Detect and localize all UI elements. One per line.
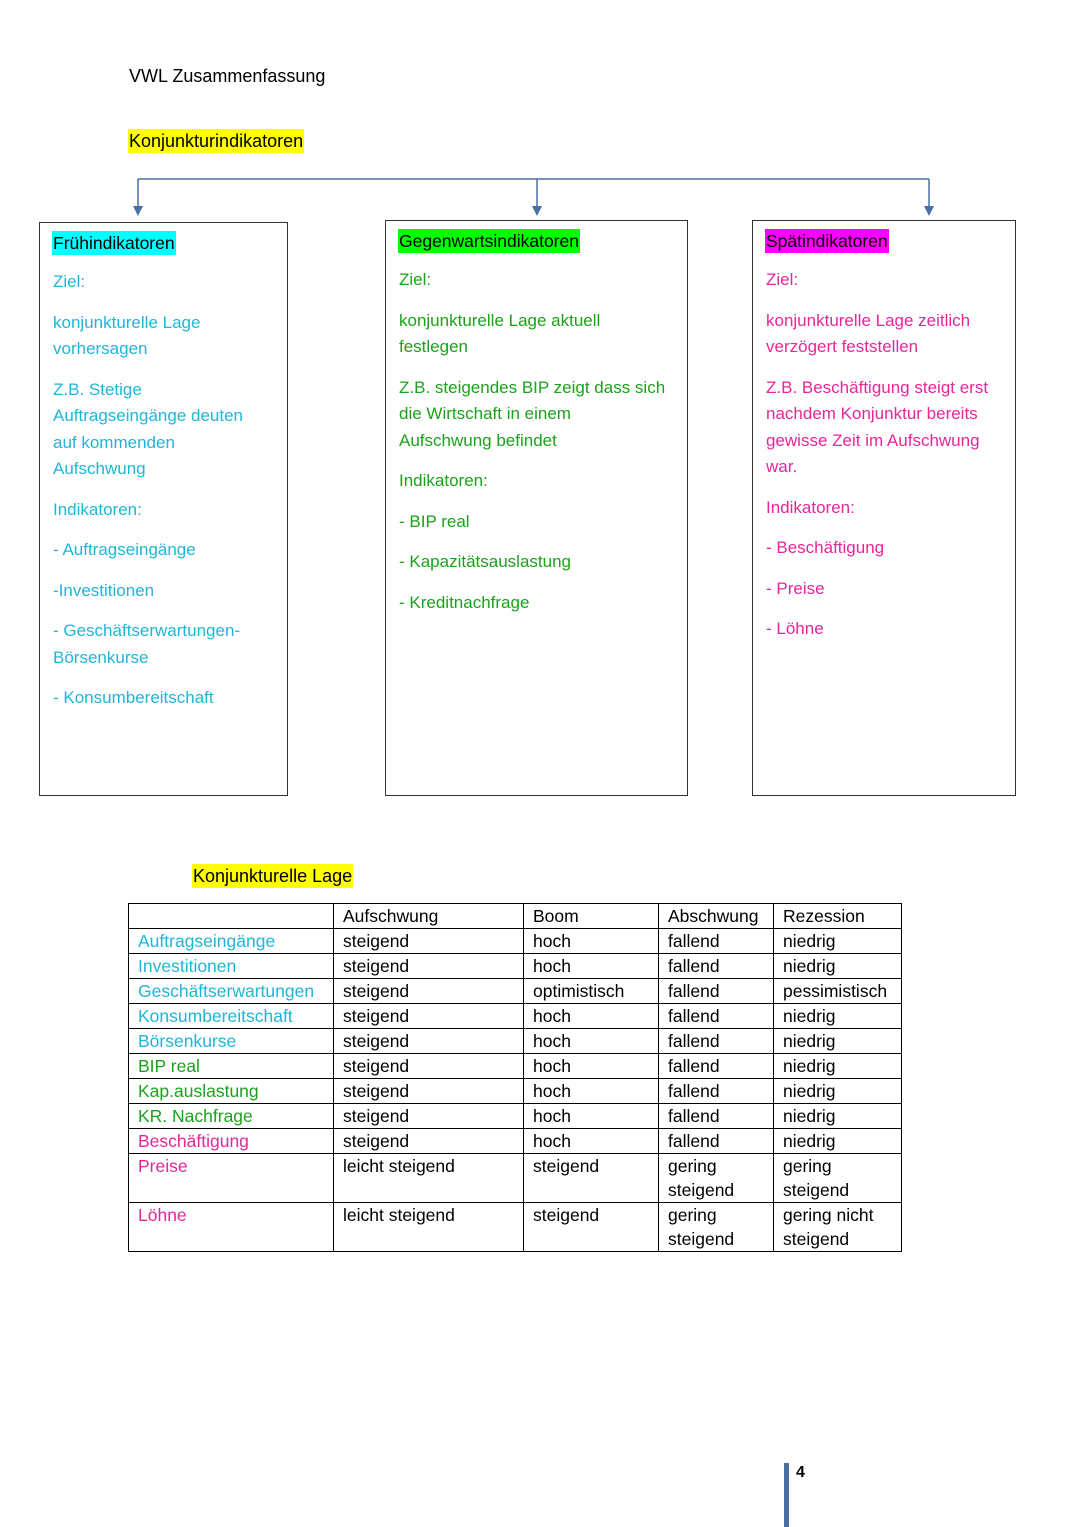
indicators-heading: Konjunkturindikatoren xyxy=(129,131,304,151)
table-cell: steigend xyxy=(524,1203,659,1252)
current-example-line: Z.B. steigendes BIP zeigt dass sich xyxy=(399,377,666,397)
current-example-line: Aufschwung befindet xyxy=(399,430,557,450)
table-cell: hoch xyxy=(524,1004,659,1029)
row-label-cell: Investitionen xyxy=(129,954,334,979)
late-ziel-label: Ziel: xyxy=(766,270,799,289)
early-indicator-item: - Geschäftserwartungen- xyxy=(53,621,241,640)
table-cell: steigend xyxy=(334,1029,524,1054)
early-ziel-line: vorhersagen xyxy=(53,339,148,358)
table-row xyxy=(129,1004,902,1029)
current-ziel-line: festlegen xyxy=(399,337,468,356)
table-cell: fallend xyxy=(659,1004,774,1029)
table-cell: pessimistisch xyxy=(774,979,902,1004)
table-cell: steigend xyxy=(334,979,524,1004)
table-cell: optimistisch xyxy=(524,979,659,1004)
current-ziel-line: konjunkturelle Lage aktuell xyxy=(399,310,601,330)
table-header-cell: Rezession xyxy=(774,904,902,929)
table-cell: gering steigend xyxy=(659,1154,774,1203)
early-indicator-item: - Auftragseingänge xyxy=(53,540,196,559)
current-indicators-title: Gegenwartsindikatoren xyxy=(399,231,579,251)
table-cell: hoch xyxy=(524,1029,659,1054)
table-cell: steigend xyxy=(334,1004,524,1029)
table-cell: fallend xyxy=(659,1054,774,1079)
early-example-line: Z.B. Stetige xyxy=(53,379,142,399)
table-cell: steigend xyxy=(524,1154,659,1203)
table-cell: niedrig xyxy=(774,1079,902,1104)
table-row xyxy=(129,1154,902,1203)
table-header-cell: Boom xyxy=(524,904,659,929)
early-indicators-title: Frühindikatoren xyxy=(53,233,175,253)
table-row xyxy=(129,1029,902,1054)
table-cell: gering steigend xyxy=(774,1154,902,1203)
table-cell: fallend xyxy=(659,979,774,1004)
table-cell: niedrig xyxy=(774,1054,902,1079)
table-header-cell xyxy=(129,904,334,929)
current-indicator-item: - BIP real xyxy=(399,511,470,531)
table-cell: niedrig xyxy=(774,1004,902,1029)
row-label-cell: Kap.auslastung xyxy=(129,1079,334,1104)
lage-heading: Konjunkturelle Lage xyxy=(193,866,353,886)
current-indicator-item: - Kapazitätsauslastung xyxy=(399,552,571,571)
early-indikatoren-label: Indikatoren: xyxy=(53,499,142,519)
current-example-line: die Wirtschaft in einem xyxy=(399,404,571,423)
current-indikatoren-label: Indikatoren: xyxy=(399,471,488,490)
table-header-cell: Abschwung xyxy=(659,904,774,929)
table-row xyxy=(129,1079,902,1104)
row-label-cell: Börsenkurse xyxy=(129,1029,334,1054)
late-example-line: war. xyxy=(766,457,798,476)
table-header-cell: Aufschwung xyxy=(334,904,524,929)
row-label-cell: BIP real xyxy=(129,1054,334,1079)
table-cell: leicht steigend xyxy=(334,1154,524,1203)
late-ziel-line: verzögert feststellen xyxy=(766,337,919,356)
table-row xyxy=(129,1104,902,1129)
table-cell: hoch xyxy=(524,1054,659,1079)
arrow-down-icon xyxy=(924,206,934,216)
early-example-line: Aufschwung xyxy=(53,459,146,478)
table-cell: gering nicht steigend xyxy=(774,1203,902,1252)
early-indicators-box xyxy=(39,222,288,796)
current-indicator-item: - Kreditnachfrage xyxy=(399,592,530,612)
early-ziel-label: Ziel: xyxy=(53,272,86,291)
table-cell: steigend xyxy=(334,1104,524,1129)
table-cell: fallend xyxy=(659,1029,774,1054)
row-label-cell: Beschäftigung xyxy=(129,1129,334,1154)
row-label-cell: KR. Nachfrage xyxy=(129,1104,334,1129)
table-cell: niedrig xyxy=(774,929,902,954)
table-cell: hoch xyxy=(524,929,659,954)
table-row xyxy=(129,1203,902,1252)
early-example-line: Auftragseingänge deuten xyxy=(53,406,243,425)
current-ziel-label: Ziel: xyxy=(399,270,432,289)
late-example-line: nachdem Konjunktur bereits xyxy=(766,404,978,423)
early-ziel-line: konjunkturelle Lage xyxy=(53,312,201,332)
current-indicators-box xyxy=(385,220,688,796)
table-cell: niedrig xyxy=(774,1029,902,1054)
row-label-cell: Geschäftserwartungen xyxy=(129,979,334,1004)
arrow-down-icon xyxy=(532,206,542,216)
table-cell: hoch xyxy=(524,1104,659,1129)
table-row xyxy=(129,979,902,1004)
table-cell: steigend xyxy=(334,1054,524,1079)
late-example-line: gewisse Zeit im Aufschwung xyxy=(766,430,980,450)
late-indicators-box xyxy=(752,220,1016,796)
table-cell: gering steigend xyxy=(659,1203,774,1252)
table-row xyxy=(129,929,902,954)
konjunkturelle-lage-table xyxy=(128,903,902,1252)
table-cell: fallend xyxy=(659,1129,774,1154)
early-indicator-item: Börsenkurse xyxy=(53,647,149,667)
table-cell: hoch xyxy=(524,954,659,979)
table-row xyxy=(129,1129,902,1154)
table-cell: fallend xyxy=(659,1104,774,1129)
document-title: VWL Zusammenfassung xyxy=(129,66,326,86)
table-header-row xyxy=(129,904,902,929)
table-cell: steigend xyxy=(334,954,524,979)
hierarchy-connector xyxy=(0,0,1080,230)
table-cell: niedrig xyxy=(774,954,902,979)
arrow-down-icon xyxy=(133,206,143,216)
table-cell: hoch xyxy=(524,1079,659,1104)
table-cell: fallend xyxy=(659,1079,774,1104)
late-example-line: Z.B. Beschäftigung steigt erst xyxy=(766,377,989,397)
late-indicators-title: Spätindikatoren xyxy=(766,231,888,251)
row-label-cell: Auftragseingänge xyxy=(129,929,334,954)
table-cell: niedrig xyxy=(774,1129,902,1154)
table-cell: niedrig xyxy=(774,1104,902,1129)
row-label-cell: Preise xyxy=(129,1154,334,1203)
late-indicator-item: - Löhne xyxy=(766,619,824,638)
table-cell: leicht steigend xyxy=(334,1203,524,1252)
early-example-line: auf kommenden xyxy=(53,432,175,452)
early-indicator-item: -Investitionen xyxy=(53,580,155,600)
row-label-cell: Löhne xyxy=(129,1203,334,1252)
table-cell: steigend xyxy=(334,929,524,954)
table-cell: fallend xyxy=(659,954,774,979)
late-indicator-item: - Preise xyxy=(766,578,825,598)
page-number: 4 xyxy=(796,1464,805,1481)
page-number-bar xyxy=(784,1463,789,1527)
late-ziel-line: konjunkturelle Lage zeitlich xyxy=(766,310,971,330)
late-indikatoren-label: Indikatoren: xyxy=(766,497,855,517)
table-cell: fallend xyxy=(659,929,774,954)
table-cell: hoch xyxy=(524,1129,659,1154)
table-row xyxy=(129,954,902,979)
early-indicator-item: - Konsumbereitschaft xyxy=(53,688,214,707)
table-cell: steigend xyxy=(334,1079,524,1104)
table-cell: steigend xyxy=(334,1129,524,1154)
row-label-cell: Konsumbereitschaft xyxy=(129,1004,334,1029)
late-indicator-item: - Beschäftigung xyxy=(766,538,885,557)
table-row xyxy=(129,1054,902,1079)
